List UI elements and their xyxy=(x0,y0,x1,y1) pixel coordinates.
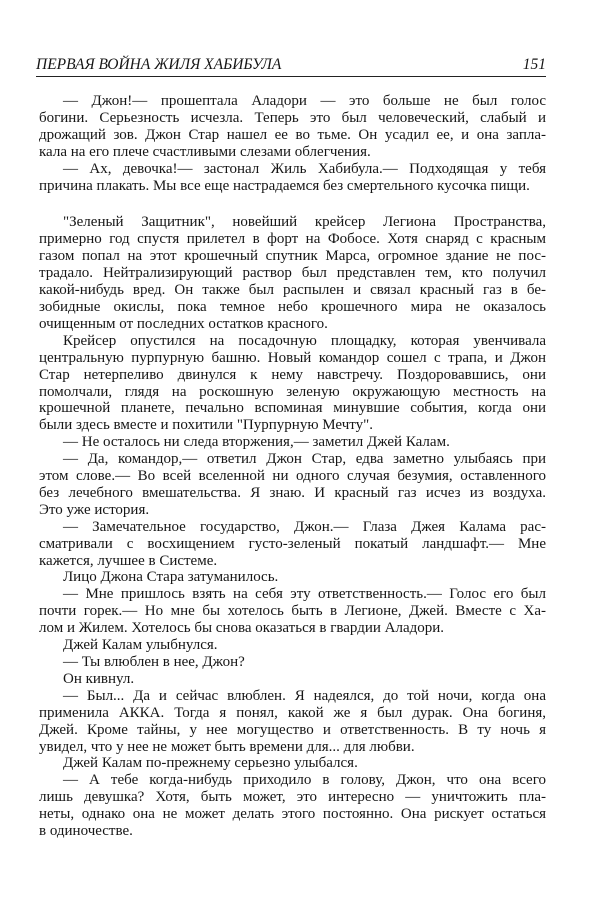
text-line: — Да, командор,— ответил Джон Стар, едва заметно улыбаясь при xyxy=(63,451,546,468)
text-line: — Был... Да и сейчас влюблен. Я надеялся, до той ночи, когда она xyxy=(63,687,546,704)
text-line: почти горек.— Но мне бы хотелось быть в Легионе, Джей. Вместе с Ха- xyxy=(39,603,546,620)
paragraph xyxy=(39,671,546,688)
paragraph xyxy=(39,93,546,161)
page-number: 151 xyxy=(522,56,546,73)
text-line: — Ах, девочка!— застонал Жиль Хабибула.— Подходящая у тебя xyxy=(63,160,546,177)
text-line: кажется, лучшее в Системе. xyxy=(39,552,218,569)
text-line: причина плакать. Мы все еще настрадаемся без смертельного кусочка пищи. xyxy=(39,177,530,194)
text-line: неты, однако она не может делать этого постоянно. Она рискует остаться xyxy=(39,806,546,823)
text-line: газом попал на этот крошечный спутник Марса, огромное здание не пос- xyxy=(39,248,546,265)
text-line: Это уже история. xyxy=(39,501,150,518)
text-line: лишь девушка? Хотя, быть может, это интересно — уничтожить пла- xyxy=(39,789,546,806)
text-line: традало. Нейтрализирующий раствор был представлен тем, кто получил xyxy=(39,265,546,282)
running-title: ПЕРВАЯ ВОЙНА ЖИЛЯ ХАБИБУЛА xyxy=(36,56,282,73)
text-line: помолчали, глядя на роскошную зеленую окружающую местность на xyxy=(39,383,546,400)
text-line: применила АККА. Тогда я понял, какой же я был дурак. Она богиня, xyxy=(39,704,546,721)
paragraph xyxy=(39,688,546,756)
paragraph xyxy=(39,772,546,840)
text-line: центральную пурпурную башню. Новый командор сошел с трапа, и Джон xyxy=(39,349,546,366)
paragraph xyxy=(39,586,546,637)
paragraph xyxy=(39,755,546,772)
running-header xyxy=(36,54,546,77)
text-line: зобидные окислы, пока темное небо крошечного мира не оказалось xyxy=(39,298,546,315)
text-line: лом и Жилем. Хотелось бы снова оказаться в гвардии Аладори. xyxy=(39,620,445,637)
text-line: увидел, что у нее не может быть времени для... для любви. xyxy=(39,738,415,755)
paragraph xyxy=(39,569,546,586)
text-line: Стар нетерпеливо двинулся к нему навстречу. Поздоровавшись, они xyxy=(39,366,546,383)
paragraph xyxy=(39,434,546,451)
text-line: — Замечательное государство, Джон.— Глаза Джея Калама рас- xyxy=(63,518,546,535)
text-line: в одиночестве. xyxy=(39,823,133,840)
text-line: Он кивнул. xyxy=(63,670,135,687)
paragraph xyxy=(39,451,546,519)
text-line: очищенным от последних остатков красного. xyxy=(39,315,328,332)
page-body xyxy=(39,93,546,840)
text-line: — Ты влюблен в нее, Джон? xyxy=(63,654,245,670)
section-break xyxy=(39,194,546,214)
paragraph xyxy=(39,333,546,434)
text-line: богини. Серьезность исчезла. Теперь это был человеческий, слабый и xyxy=(39,109,546,126)
text-line: "Зеленый Защитник", новейший крейсер Легиона Пространства, xyxy=(63,214,546,231)
text-line: — Не осталось ни следа вторжения,— заметил Джей Калам. xyxy=(63,434,450,451)
text-line: крошечной планете, печально вспоминая минувшие события, когда они xyxy=(39,400,546,417)
text-line: — А тебе когда-нибудь приходило в голову, Джон, что она всего xyxy=(63,772,546,789)
text-line: — Мне пришлось взять на себя эту ответственность.— Голос его был xyxy=(63,586,546,603)
text-line: Крейсер опустился на посадочную площадку, которая увенчивала xyxy=(63,332,546,349)
paragraph xyxy=(39,654,546,671)
text-line: без лечебного вмешательства. Я знаю. И красный газ исчез из воздуха. xyxy=(39,484,546,501)
text-line: примерно год спустя прилетел в форт на Фобосе. Хотя снаряд с красным xyxy=(39,231,546,248)
text-line: кала на его плече счастливыми слезами облегчения. xyxy=(39,143,371,160)
text-line: Лицо Джона Стара затуманилось. xyxy=(63,569,279,586)
text-line: какой-нибудь вред. Он также был распылен и связал красный газ в бе- xyxy=(39,282,546,299)
paragraph xyxy=(39,519,546,570)
text-line: Джей Калам улыбнулся. xyxy=(63,637,218,654)
paragraph xyxy=(39,214,546,332)
text-line: были здесь вместе и похитили "Пурпурную Мечту". xyxy=(39,417,373,434)
paragraph xyxy=(39,161,546,195)
text-line: Джей Калам по-прежнему серьезно улыбался. xyxy=(63,755,358,772)
paragraph xyxy=(39,637,546,654)
text-line: сматривали с восхищением густо-зеленый покатый ландшафт.— Мне xyxy=(39,535,546,552)
text-line: — Джон!— прошептала Аладори — это больше не был голос xyxy=(63,93,546,109)
text-line: Джей. Кроме тайны, у нее могущество и ответственность. В ту ночь я xyxy=(39,721,546,738)
text-line: дрожащий зов. Джон Стар нашел ее во тьме. Он усадил ее, и она запла- xyxy=(39,126,546,143)
text-line: этом слове.— Во всей вселенной ни одного случая безумия, оставленного xyxy=(39,468,546,485)
